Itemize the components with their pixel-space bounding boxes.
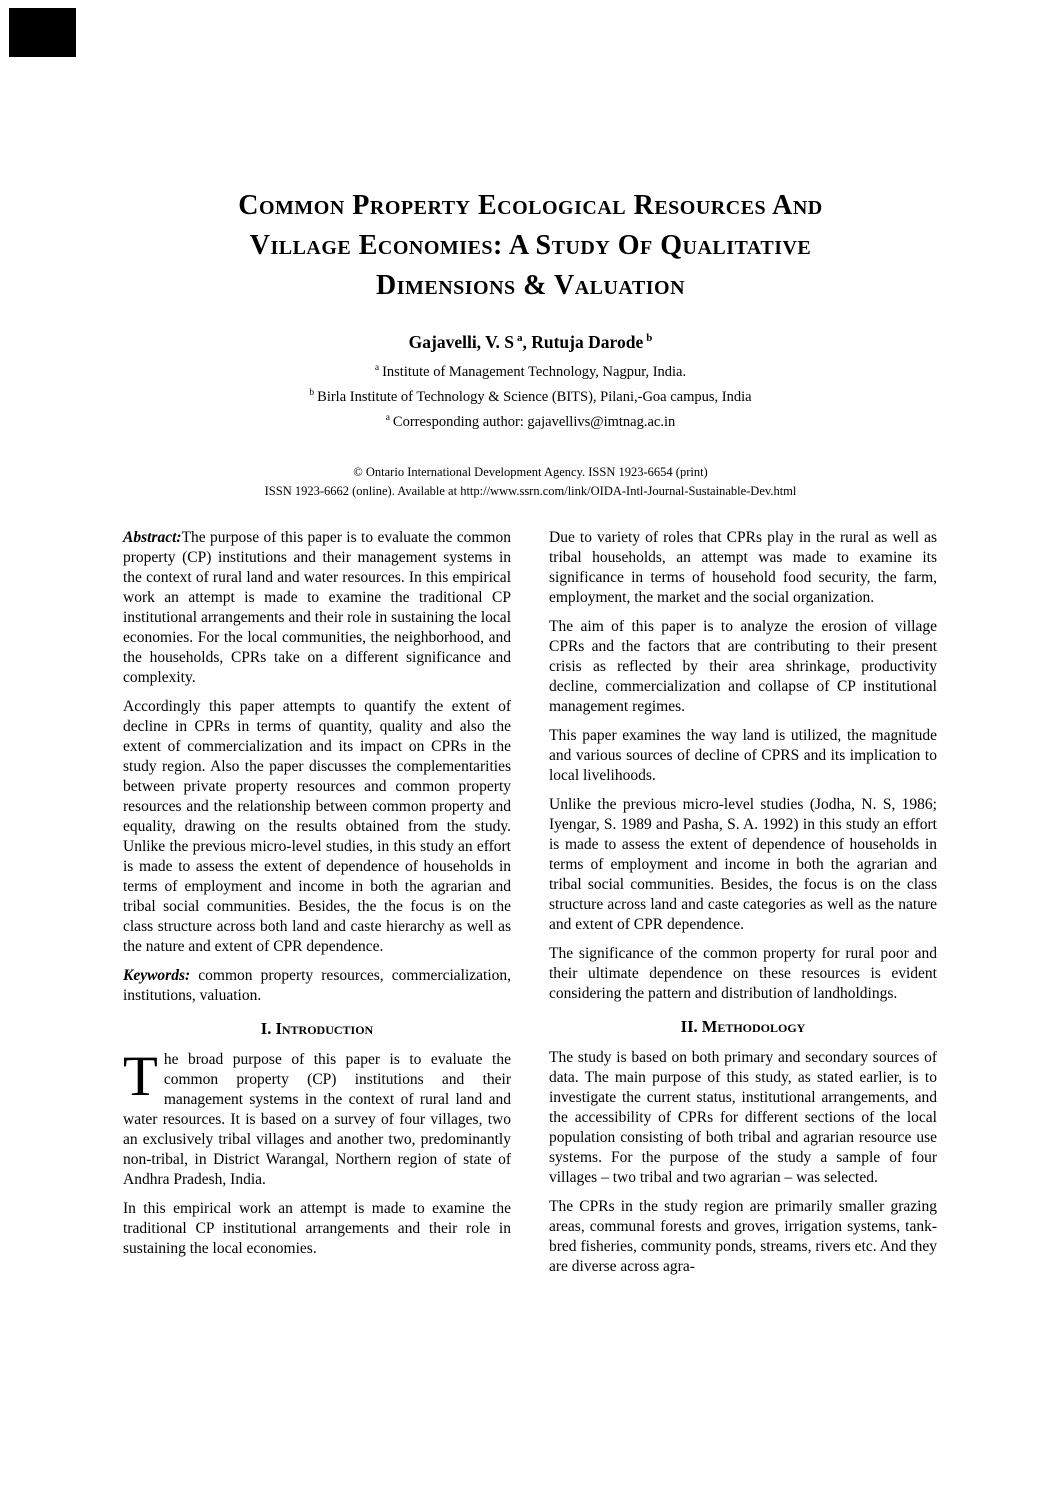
introduction-paragraph-2: In this empirical work an attempt is made to examine the traditional CP institutional arrangements and their role in sustaining the local economies.: [123, 1199, 511, 1257]
methodology-paragraph-2: The CPRs in the study region are primarily smaller grazing areas, communal forests and groves, irrigation systems, tank-bred fisheries, community ponds, streams, rivers etc. And they are diverse across agra-: [549, 1197, 937, 1275]
issn-line-1: © Ontario International Development Agency. ISSN 1923-6654 (print): [353, 464, 708, 479]
introduction-paragraph-1: [123, 1044, 511, 1190]
drop-cap: T: [123, 1044, 158, 1108]
paper-title-line-2: Village Economies: A Study Of Qualitative: [249, 230, 812, 261]
affiliation-1-text: Institute of Management Technology, Nagpur, India.: [382, 363, 687, 380]
affiliations-block: [123, 358, 938, 434]
right-column: [549, 528, 937, 1286]
body-paragraph-5: The significance of the common property for rural poor and their ultimate dependence on these resources is evident considering the pattern and distribution of landholdings.: [549, 944, 937, 1002]
abstract-label: Abstract:: [123, 528, 182, 546]
author-2-superscript: b: [646, 332, 653, 344]
body-paragraph-1: Due to variety of roles that CPRs play in the rural as well as tribal households, an attempt was made to examine its significance in terms of household food security, the farm, employment, the market and the social organization.: [549, 528, 937, 606]
affiliation-line-2: [123, 383, 938, 408]
affiliation-2-superscript: b: [309, 388, 315, 399]
abstract-text: The purpose of this paper is to evaluate the common property (CP) institutions and their management systems in the context of rural land and water resources. In this empirical work an attempt is made to examine the traditional CP institutional arrangements and their role in sustaining the local economies. For the local communities, the neighborhood, and the households, CPRs take on a different significance and complexity.: [123, 528, 511, 686]
keywords-paragraph: [123, 966, 511, 1006]
keywords-text: common property resources, commercialization, institutions, valuation.: [123, 966, 511, 1004]
affiliation-line-1: [123, 358, 938, 383]
paper-title-line-1: Common Property Ecological Resources And: [238, 190, 823, 221]
body-paragraph-4: Unlike the previous micro-level studies (Jodha, N. S, 1986; Iyengar, S. 1989 and Pasha, S. A. 1992) in this study an effort is made to assess the extent of dependence of households in terms of employment and income in both the agrarian and tribal social communities. Besides, the focus is on the class structure across land and caste categories as well as the nature and extent of CPR dependence.: [549, 795, 937, 933]
affiliation-2-text: Birla Institute of Technology & Science (BITS), Pilani,-Goa campus, India: [317, 388, 752, 405]
corresponding-author-superscript: a: [385, 413, 390, 424]
abstract-paragraph: [123, 528, 511, 688]
corresponding-author-line: [123, 408, 938, 433]
corresponding-author-text: Corresponding author: gajavellivs@imtnag.ac.in: [392, 414, 676, 431]
two-column-body: [123, 528, 938, 1286]
introduction-text: he broad purpose of this paper is to evaluate the common property (CP) institutions and their management systems in the context of rural land and water resources. It is based on a survey of four villages, two an exclusively tribal villages and another two, predominantly non-tribal, in District Warangal, Northern region of state of Andhra Pradesh, India.: [123, 1050, 511, 1188]
issn-block: [123, 463, 938, 501]
body-paragraph-2: The aim of this paper is to analyze the erosion of village CPRs and the factors that are contributing to their present crisis as reflected by their area shrinkage, productivity decline, commercialization and collapse of CP institutional management regimes.: [549, 617, 937, 715]
author-2-name: Rutuja Darode: [531, 331, 644, 352]
issn-line-2: ISSN 1923-6662 (online). Available at http://www.ssrn.com/link/OIDA-Intl-Journal-Sustainable-Dev.html: [264, 483, 797, 498]
left-column: [123, 528, 511, 1286]
affiliation-1-superscript: a: [374, 362, 380, 373]
paper-title-line-3: Dimensions & Valuation: [375, 270, 686, 301]
body-paragraph-3: This paper examines the way land is utilized, the magnitude and various sources of decline of CPRS and its implication to local livelihoods.: [549, 726, 937, 784]
authors-line: [123, 327, 938, 353]
paper-title: [123, 186, 938, 306]
paper-page: [0, 186, 1058, 1286]
author-1-superscript: a: [516, 332, 523, 344]
section-heading-methodology: II. Methodology: [680, 1016, 806, 1036]
author-separator: ,: [522, 331, 532, 352]
keywords-label: Keywords:: [123, 966, 191, 984]
section-heading-introduction: I. Introduction: [260, 1018, 374, 1038]
methodology-paragraph-1: The study is based on both primary and secondary sources of data. The main purpose of this study, as stated earlier, is to investigate the current status, institutional arrangements, and the accessibility of CPRs for different sections of the local population consisting of both tribal and agrarian resource use systems. For the purpose of the study a sample of four villages – two tribal and two agrarian – was selected.: [549, 1048, 937, 1186]
abstract-paragraph-2: Accordingly this paper attempts to quantify the extent of decline in CPRs in terms of quantity, quality and also the extent of commercialization and its impact on CPRs in the study region. Also the paper discusses the complementarities between private property resources and common property resources and the relationship between common property and equality, drawing on the results obtained from the study. Unlike the previous micro-level studies, in this study an effort is made to assess the extent of dependence of households in terms of employment and income in both the agrarian and tribal social communities. Besides, the the focus is on the class structure across both land and caste hierarchy as well as the nature and extent of CPR dependence.: [123, 697, 511, 955]
scan-artifact-black-box: [9, 8, 76, 57]
author-1-name: Gajavelli, V. S: [408, 331, 514, 352]
